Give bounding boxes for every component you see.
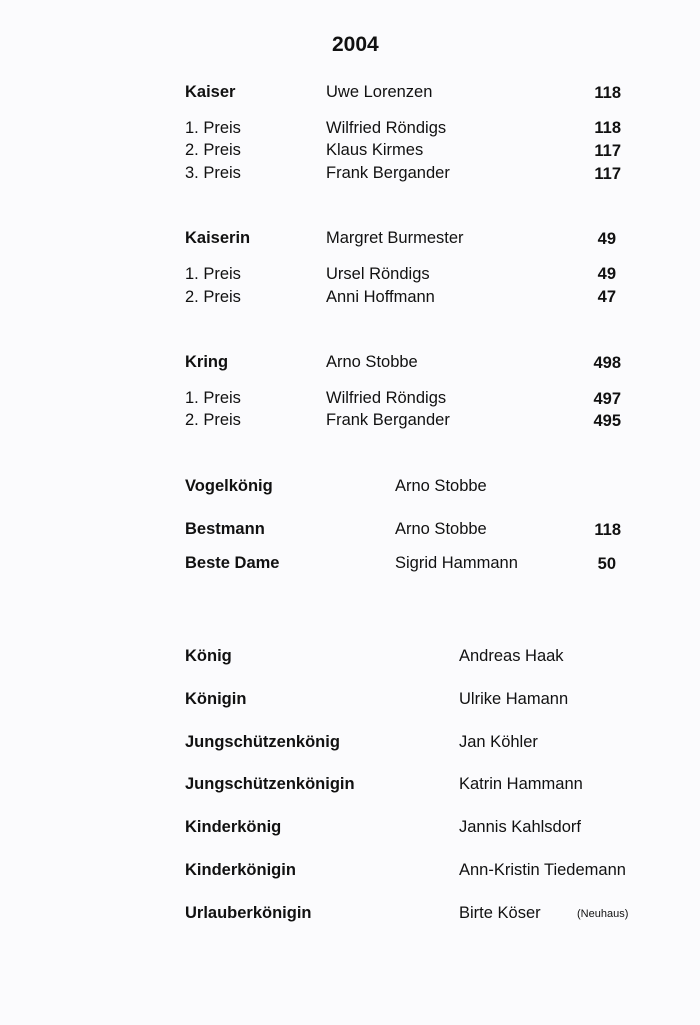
- prize-name: Ursel Röndigs: [326, 265, 430, 283]
- winner-name: Arno Stobbe: [326, 353, 418, 371]
- winner-name: Margret Burmester: [326, 229, 464, 247]
- category-title: Kring: [185, 353, 229, 371]
- category-title: Kaiserin: [185, 229, 251, 247]
- prize-label: 3. Preis: [185, 164, 241, 182]
- special-title: Vogelkönig: [185, 477, 273, 495]
- category-title: Kaiser: [185, 83, 236, 101]
- prize-score: 495: [593, 412, 621, 430]
- special-title: Beste Dame: [185, 554, 280, 572]
- royal-title: Jungschützenkönig: [185, 733, 340, 751]
- page-title: 2004: [332, 33, 379, 56]
- special-name: Arno Stobbe: [395, 520, 487, 538]
- winner-score: 118: [594, 84, 621, 102]
- prize-label: 1. Preis: [185, 265, 241, 283]
- royal-note: (Neuhaus): [577, 908, 629, 920]
- special-score: 50: [597, 555, 616, 573]
- special-score: 118: [594, 521, 621, 539]
- prize-score: 47: [597, 288, 616, 306]
- prize-label: 2. Preis: [185, 288, 241, 306]
- special-name: Sigrid Hammann: [395, 554, 518, 572]
- prize-score: 118: [594, 119, 621, 137]
- royal-name: Birte Köser: [459, 904, 541, 922]
- prize-name: Wilfried Röndigs: [326, 389, 447, 407]
- royal-title: Jungschützenkönigin: [185, 775, 355, 793]
- prize-label: 2. Preis: [185, 411, 241, 429]
- royal-title: Kinderkönigin: [185, 861, 296, 879]
- special-name: Arno Stobbe: [395, 477, 487, 495]
- prize-label: 2. Preis: [185, 141, 241, 159]
- prize-label: 1. Preis: [185, 119, 241, 137]
- prize-score: 497: [593, 390, 621, 408]
- royal-title: Kinderkönig: [185, 818, 282, 836]
- prize-score: 49: [597, 265, 616, 283]
- prize-name: Frank Bergander: [326, 411, 450, 429]
- royal-name: Katrin Hammann: [459, 775, 583, 793]
- prize-name: Klaus Kirmes: [326, 141, 424, 159]
- special-title: Bestmann: [185, 520, 265, 538]
- prize-score: 117: [594, 142, 621, 160]
- royal-name: Jannis Kahlsdorf: [459, 818, 581, 836]
- prize-score: 117: [594, 165, 621, 183]
- prize-name: Frank Bergander: [326, 164, 450, 182]
- prize-label: 1. Preis: [185, 389, 241, 407]
- royal-title: Urlauberkönigin: [185, 904, 312, 922]
- royal-title: König: [185, 647, 232, 665]
- winner-name: Uwe Lorenzen: [326, 83, 433, 101]
- prize-name: Anni Hoffmann: [326, 288, 435, 306]
- royal-name: Ann-Kristin Tiedemann: [459, 861, 626, 879]
- royal-name: Andreas Haak: [459, 647, 564, 665]
- royal-name: Jan Köhler: [459, 733, 538, 751]
- prize-name: Wilfried Röndigs: [326, 119, 447, 137]
- royal-name: Ulrike Hamann: [459, 690, 569, 708]
- winner-score: 498: [593, 354, 621, 372]
- winner-score: 49: [597, 230, 616, 248]
- royal-title: Königin: [185, 690, 247, 708]
